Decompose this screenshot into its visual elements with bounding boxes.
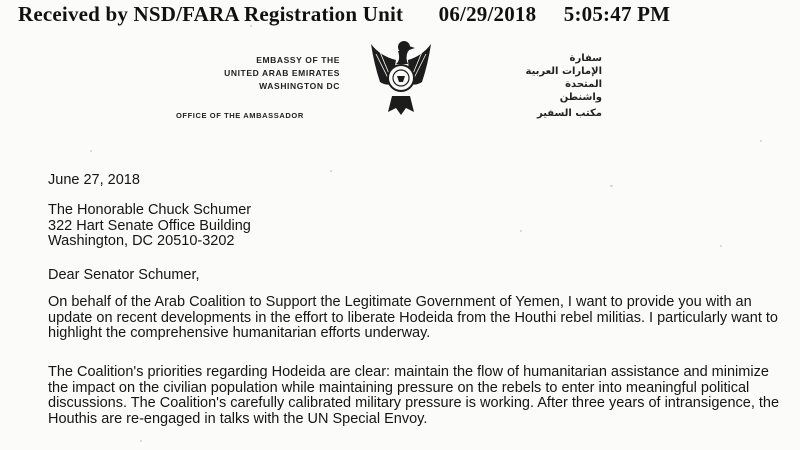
letter-date: June 27, 2018 [48,172,140,188]
recipient-address [48,203,788,250]
letterhead-arabic [492,52,602,104]
fax-received-date: 06/29/2018 [438,2,537,26]
office-of-ambassador-arabic: مكتب السفير [536,108,602,119]
letter-paragraph: On behalf of the Arab Coalition to Support the Legitimate Government of Yemen, I want to provide you with an update on recent developments in the effort to liberate Hodeida from the Houthi rebel militias. I particularly want to highlight the comprehensive humanitarian efforts underway. [48,294,778,341]
letterhead-english-line: UNITED ARAB EMIRATES [224,68,340,78]
letterhead-arabic-line: الإمارات العربية المتحدة [525,66,602,90]
fax-received-by: Received by NSD/FARA Registration Unit [18,2,404,26]
scan-speck [760,140,762,142]
scan-speck [140,440,142,442]
letter-paragraph: The Coalition's priorities regarding Hodeida are clear: maintain the flow of humanitarian assistance and minimize the impact on the civilian population while maintaining pressure on the rebels to enter into meaningful political discussions. The Coalition's carefully calibrated military pressure is working. After three years of intransigence, the Houthis are re-engaged in talks with the UN Special Envoy. [48,364,780,427]
fax-received-header [18,2,670,27]
recipient-line: Washington, DC 20510-3202 [48,233,235,249]
letterhead-english [190,54,340,93]
uae-falcon-emblem-icon [368,38,434,116]
recipient-line: 322 Hart Senate Office Building [48,217,251,234]
letterhead-english-line: EMBASSY OF THE [256,55,340,65]
salutation: Dear Senator Schumer, [48,267,200,283]
scan-speck [330,170,332,172]
office-of-ambassador-english: OFFICE OF THE AMBASSADOR [176,111,304,120]
scan-speck [90,150,92,152]
letterhead-english-line: WASHINGTON DC [259,81,340,91]
recipient-line: The Honorable Chuck Schumer [48,202,252,218]
fax-received-time: 5:05:47 PM [563,2,671,26]
letterhead-arabic-line: واشنطن [559,92,602,103]
letterhead-arabic-line: سفارة [569,53,602,64]
